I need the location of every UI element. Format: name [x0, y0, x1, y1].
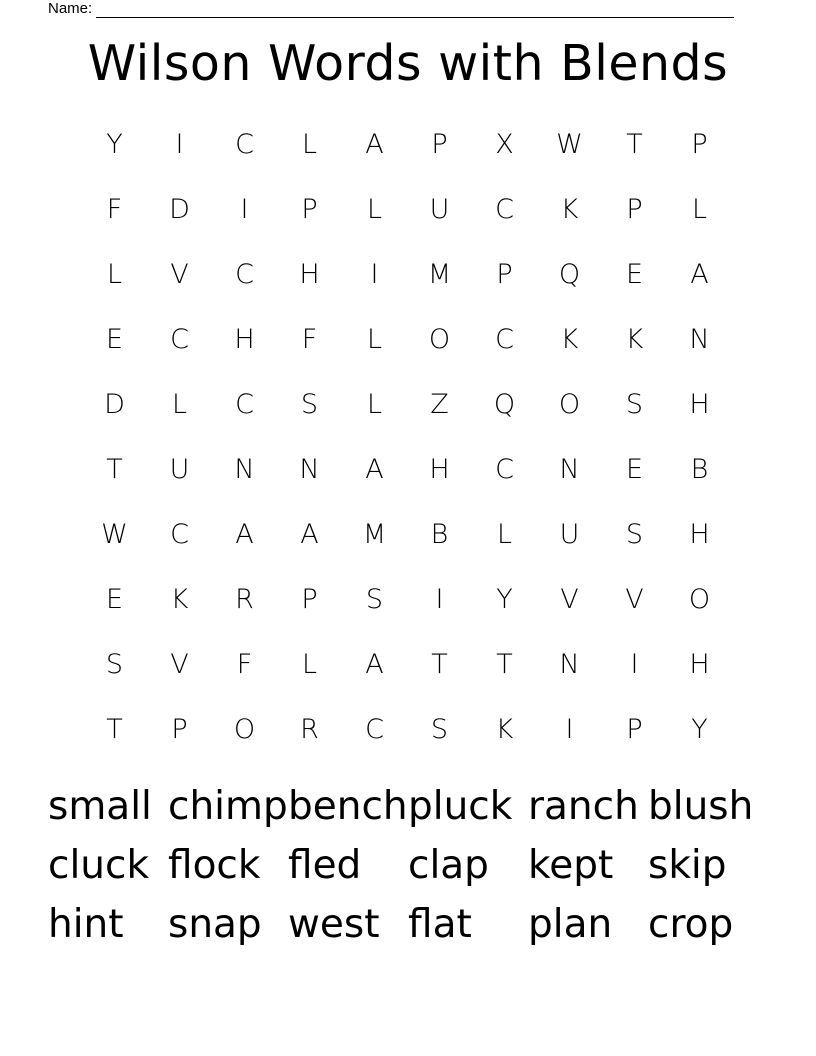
grid-letter[interactable]: C — [170, 519, 189, 550]
grid-letter[interactable]: U — [169, 454, 190, 485]
grid-letter[interactable]: V — [170, 649, 189, 680]
letter-grid — [82, 112, 732, 762]
grid-letter[interactable]: S — [365, 584, 384, 615]
grid-letter[interactable]: C — [495, 454, 514, 485]
grid-letter[interactable]: S — [625, 519, 644, 550]
word-bank-item: chimp — [168, 784, 288, 829]
word-bank-item: bench — [288, 784, 408, 829]
name-line — [48, 0, 734, 18]
grid-letter[interactable]: K — [560, 324, 579, 355]
grid-letter[interactable]: A — [365, 129, 384, 160]
word-bank-item: clap — [408, 843, 489, 888]
grid-letter[interactable]: A — [235, 519, 254, 550]
grid-letter[interactable]: C — [495, 324, 514, 355]
grid-letter[interactable]: H — [689, 519, 710, 550]
grid-letter[interactable]: L — [691, 194, 708, 225]
grid-letter[interactable]: R — [235, 584, 254, 615]
grid-letter[interactable]: D — [169, 194, 190, 225]
grid-letter[interactable]: M — [362, 519, 387, 550]
word-bank-item: cluck — [48, 843, 150, 888]
grid-letter[interactable]: P — [301, 194, 318, 225]
grid-letter[interactable]: F — [236, 649, 253, 680]
grid-letter[interactable]: P — [431, 129, 448, 160]
grid-letter[interactable]: E — [625, 259, 644, 290]
grid-letter[interactable]: P — [626, 714, 643, 745]
grid-letter[interactable]: D — [104, 389, 125, 420]
grid-letter[interactable]: S — [300, 389, 319, 420]
grid-letter[interactable]: N — [689, 324, 710, 355]
grid-letter[interactable]: Y — [496, 584, 513, 615]
grid-letter[interactable]: N — [299, 454, 320, 485]
grid-letter[interactable]: I — [565, 714, 574, 745]
grid-letter[interactable]: P — [691, 129, 708, 160]
grid-letter[interactable]: U — [429, 194, 450, 225]
word-bank — [48, 779, 768, 956]
grid-letter[interactable]: E — [105, 584, 124, 615]
grid-letter[interactable]: F — [106, 194, 123, 225]
word-bank-item: ranch — [528, 784, 639, 829]
grid-letter[interactable]: S — [625, 389, 644, 420]
grid-letter[interactable]: F — [301, 324, 318, 355]
grid-letter[interactable]: O — [428, 324, 451, 355]
grid-letter[interactable]: N — [234, 454, 255, 485]
word-bank-item: skip — [648, 843, 727, 888]
grid-letter[interactable]: L — [366, 194, 383, 225]
grid-letter[interactable]: C — [365, 714, 384, 745]
grid-letter[interactable]: P — [301, 584, 318, 615]
grid-letter[interactable]: L — [301, 129, 318, 160]
grid-letter[interactable]: A — [365, 649, 384, 680]
grid-letter[interactable]: B — [690, 454, 709, 485]
grid-letter[interactable]: C — [235, 389, 254, 420]
grid-letter[interactable]: L — [301, 649, 318, 680]
grid-letter[interactable]: E — [625, 454, 644, 485]
word-bank-item: small — [48, 784, 152, 829]
grid-letter[interactable]: X — [495, 129, 514, 160]
grid-letter[interactable]: I — [630, 649, 639, 680]
grid-letter[interactable]: Q — [558, 259, 581, 290]
grid-letter[interactable]: L — [366, 324, 383, 355]
word-bank-item: crop — [648, 902, 734, 947]
grid-letter[interactable]: H — [689, 389, 710, 420]
grid-letter[interactable]: C — [495, 194, 514, 225]
grid-letter[interactable]: L — [496, 519, 513, 550]
grid-letter[interactable]: N — [559, 649, 580, 680]
grid-letter[interactable]: K — [170, 584, 189, 615]
word-bank-item: flat — [408, 902, 472, 947]
grid-letter[interactable]: I — [370, 259, 379, 290]
word-bank-item: plan — [528, 902, 613, 947]
word-bank-item: kept — [528, 843, 614, 888]
grid-letter[interactable]: Z — [430, 389, 449, 420]
grid-letter[interactable]: T — [106, 454, 123, 485]
grid-letter[interactable]: V — [170, 259, 189, 290]
grid-letter[interactable]: H — [689, 649, 710, 680]
grid-letter[interactable]: I — [240, 194, 249, 225]
word-bank-item: flock — [168, 843, 261, 888]
word-bank-item: fled — [288, 843, 362, 888]
grid-letter[interactable]: T — [431, 649, 448, 680]
name-label: Name: — [48, 0, 93, 17]
grid-letter[interactable]: A — [300, 519, 319, 550]
grid-letter[interactable]: L — [171, 389, 188, 420]
grid-letter[interactable]: R — [300, 714, 319, 745]
name-blank[interactable] — [96, 2, 734, 18]
grid-letter[interactable]: V — [560, 584, 579, 615]
grid-letter[interactable]: U — [559, 519, 580, 550]
grid-letter[interactable]: O — [558, 389, 581, 420]
grid-letter[interactable]: P — [496, 259, 513, 290]
grid-letter[interactable]: K — [625, 324, 644, 355]
grid-letter[interactable]: M — [427, 259, 452, 290]
word-bank-item: pluck — [408, 784, 513, 829]
page-title: Wilson Words with Blends — [87, 35, 729, 92]
grid-letter[interactable]: N — [559, 454, 580, 485]
word-bank-item: blush — [648, 784, 754, 829]
grid-letter[interactable]: P — [171, 714, 188, 745]
grid-letter[interactable]: C — [170, 324, 189, 355]
grid-letter[interactable]: O — [688, 584, 711, 615]
grid-letter[interactable]: I — [435, 584, 444, 615]
grid-letter[interactable]: W — [556, 129, 583, 160]
grid-letter[interactable]: Q — [493, 389, 516, 420]
word-bank-item: snap — [168, 902, 262, 947]
grid-letter[interactable]: I — [175, 129, 184, 160]
grid-letter[interactable]: V — [625, 584, 644, 615]
grid-letter[interactable]: A — [365, 454, 384, 485]
word-bank-item: west — [288, 902, 380, 947]
grid-letter[interactable]: Y — [106, 129, 123, 160]
grid-letter[interactable]: O — [233, 714, 256, 745]
grid-letter[interactable]: B — [430, 519, 449, 550]
grid-letter[interactable]: L — [106, 259, 123, 290]
grid-letter[interactable]: T — [106, 714, 123, 745]
grid-letter[interactable]: E — [105, 324, 124, 355]
grid-letter[interactable]: T — [626, 129, 643, 160]
grid-letter[interactable]: H — [234, 324, 255, 355]
grid-letter[interactable]: S — [105, 649, 124, 680]
grid-letter[interactable]: S — [430, 714, 449, 745]
grid-letter[interactable]: K — [560, 194, 579, 225]
grid-letter[interactable]: C — [235, 129, 254, 160]
grid-letter[interactable]: K — [495, 714, 514, 745]
grid-letter[interactable]: H — [429, 454, 450, 485]
grid-letter[interactable]: W — [101, 519, 128, 550]
grid-letter[interactable]: A — [690, 259, 709, 290]
grid-letter[interactable]: T — [496, 649, 513, 680]
grid-letter[interactable]: Y — [691, 714, 708, 745]
grid-letter[interactable]: P — [626, 194, 643, 225]
grid-letter[interactable]: L — [366, 389, 383, 420]
word-bank-item: hint — [48, 902, 124, 947]
grid-letter[interactable]: C — [235, 259, 254, 290]
grid-letter[interactable]: H — [299, 259, 320, 290]
